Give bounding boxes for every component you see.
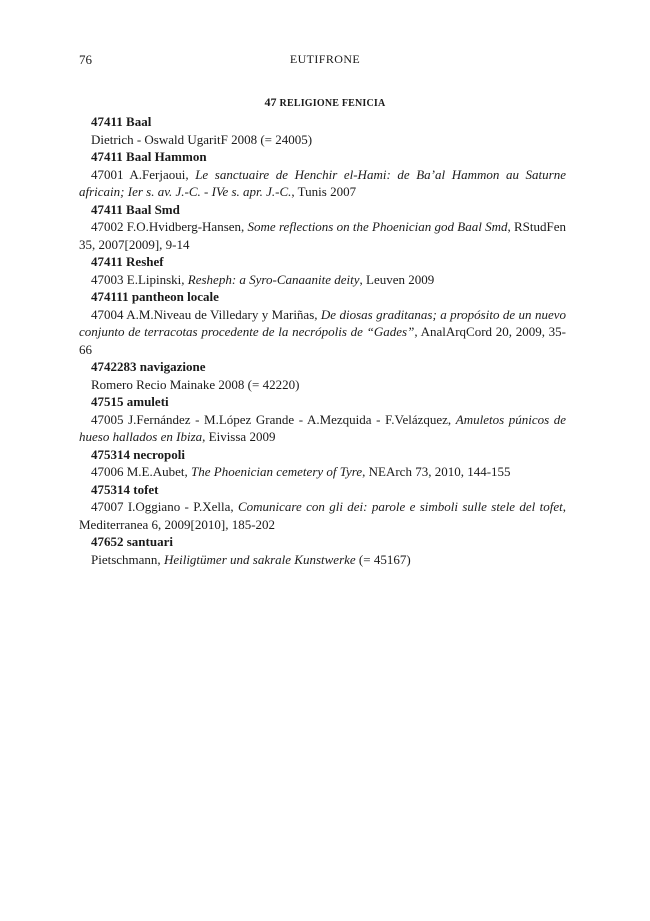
entry-number: 47006 xyxy=(91,464,124,479)
subsection-heading: 47411 Baal xyxy=(91,114,152,129)
section-heading xyxy=(0,95,650,110)
entry-number: 47004 xyxy=(91,306,124,322)
subsection-heading: 47411 Baal Smd xyxy=(91,201,180,217)
entry-number: 47007 xyxy=(91,499,124,514)
running-title: EUTIFRONE xyxy=(289,52,361,66)
entry-author: J.Fernández - M.López Grande - A.Mezquida - F.Velázquez, xyxy=(128,411,456,427)
bibliography-entry xyxy=(79,131,566,149)
subsection-heading: 47515 amuleti xyxy=(91,394,169,409)
entry-title: Amuletos púnicos de hueso hallados en Ibiza xyxy=(79,411,567,444)
entry-publication: , NEArch 73, 2010, 144-155 xyxy=(362,464,511,479)
bibliography-entry xyxy=(79,463,566,481)
subsection-heading: 47411 Baal Hammon xyxy=(91,149,207,164)
entry-publication: , Mediterranea 6, 2009[2010], 185-202 xyxy=(79,499,566,532)
section-number: 47 xyxy=(264,95,277,109)
subsection-heading: 475314 tofet xyxy=(91,481,159,497)
entry-author: E.Lipinski, xyxy=(126,271,188,287)
page-number: 76 xyxy=(79,52,92,67)
bibliography-entry xyxy=(79,376,566,394)
entry-author: I.Oggiano - P.Xella, xyxy=(127,499,238,514)
entry-publication: , Tunis 2007 xyxy=(291,184,357,199)
entry-number: 47001 xyxy=(91,166,124,182)
entry-title: Heiligtümer und sakrale Kunstwerke xyxy=(163,551,356,567)
entry-publication: (= 45167) xyxy=(355,551,411,567)
subsection-heading: 474111 pantheon locale xyxy=(91,289,219,304)
section-title: RELIGIONE FENICIA xyxy=(279,98,386,109)
bibliography-entry xyxy=(79,271,566,289)
entry-crossref: Dietrich - Oswald UgaritF 2008 (= 24005) xyxy=(91,131,313,147)
entry-author: F.O.Hvidberg-Hansen, xyxy=(126,219,248,234)
entry-number: 47005 xyxy=(91,411,124,427)
subsection-heading: 47652 santuari xyxy=(91,534,173,549)
entry-number: 47002 xyxy=(91,219,124,234)
entry-number: 47003 xyxy=(91,271,124,287)
subsection-heading: 475314 necropoli xyxy=(91,446,186,462)
bibliography-entry xyxy=(79,551,566,569)
subsection-heading: 4742283 navigazione xyxy=(91,359,206,374)
entry-publication: , Eivissa 2009 xyxy=(202,429,276,444)
bibliography-entry xyxy=(79,218,566,253)
entry-title: Some reflections on the Phoenician god Baal Smd xyxy=(247,219,508,234)
entry-publication: , AnalArqCord 20, 2009, 35-66 xyxy=(79,324,566,357)
entry-publication: , Leuven 2009 xyxy=(359,271,435,287)
entry-title: Le sanctuaire de Henchir el-Hami: de Ba’al Hammon au Saturne africain; Ier s. av. J.-C. - IVe s. apr. J.-C. xyxy=(79,166,566,199)
bibliography-entry xyxy=(79,306,566,359)
entry-title: De diosas graditanas; a propósito de un nuevo conjunto de terracotas procedente de la necrópolis de “Gades” xyxy=(79,306,566,339)
entry-crossref: Romero Recio Mainake 2008 (= 42220) xyxy=(91,376,300,392)
entry-title: Resheph: a Syro-Canaanite deity xyxy=(187,271,360,287)
bibliography-entry xyxy=(79,166,566,201)
entry-title: The Phoenician cemetery of Tyre xyxy=(191,464,363,479)
entry-author: A.M.Niveau de Villedary y Mariñas, xyxy=(126,306,321,322)
entry-title: Comunicare con gli dei: parole e simboli sulle stele del tofet xyxy=(237,499,563,514)
entry-author: M.E.Aubet, xyxy=(126,464,192,479)
bibliography-entry xyxy=(79,498,566,533)
bibliography-list xyxy=(79,113,566,568)
entry-author: A.Ferjaoui, xyxy=(129,166,196,182)
entry-author: Pietschmann, xyxy=(91,551,164,567)
entry-publication: , RStudFen 35, 2007[2009], 9-14 xyxy=(79,219,566,252)
bibliography-entry xyxy=(79,411,566,446)
subsection-heading: 47411 Reshef xyxy=(91,254,164,269)
